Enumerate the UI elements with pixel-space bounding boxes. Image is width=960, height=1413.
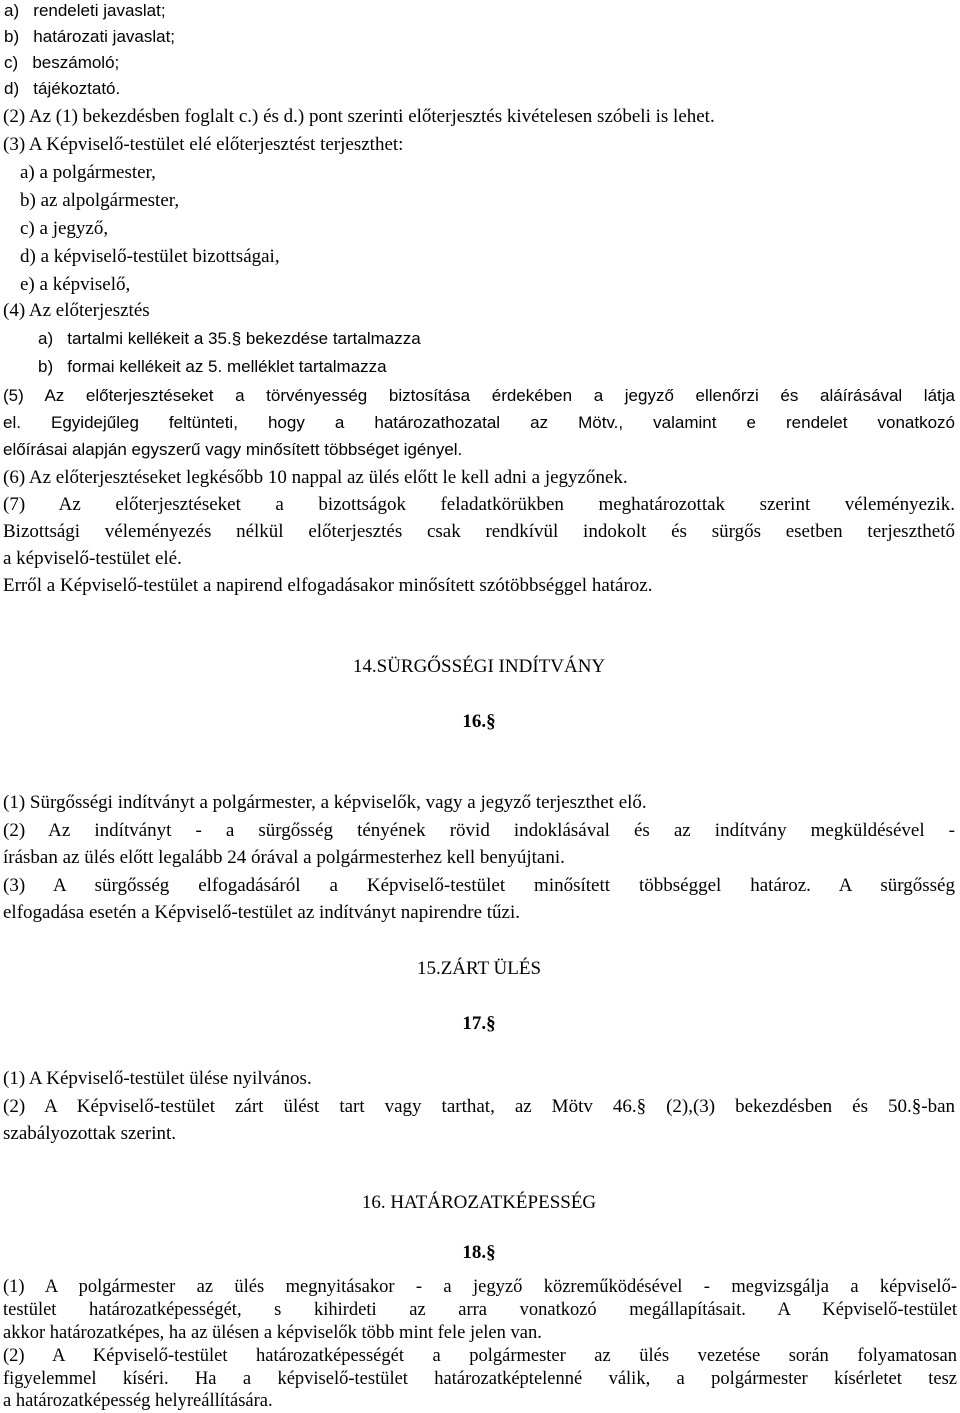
list-item-d: d) tájékoztató. xyxy=(4,79,121,98)
paragraph-line: a határozatképesség helyreállítására. xyxy=(3,1391,273,1411)
list-item-b: b) határozati javaslat; xyxy=(4,27,176,46)
paragraph-line: Erről a Képviselő-testület a napirend elfogadásakor minősített szótöbbséggel határoz. xyxy=(3,575,653,596)
paragraph-line: előírásai alapján egyszerű vagy minősített többséget igényel. xyxy=(3,440,463,459)
paragraph-line: (7) Az előterjesztéseket a bizottságok feladatkörükben meghatározottak szerint véleményezik. xyxy=(3,494,955,515)
paragraph-line: (5) Az előterjesztéseket a törvényesség biztosítása érdekében a jegyző ellenőrzi és aláírásával látja xyxy=(3,386,955,405)
section-number: 18.§ xyxy=(462,1242,496,1263)
paragraph-line: figyelemmel kíséri. Ha a képviselő-testület határozatképtelenné válik, a polgármester kísérletet tesz xyxy=(3,1369,957,1389)
paragraph-line: szabályozottak szerint. xyxy=(3,1123,177,1144)
paragraph-line: (2) A Képviselő-testület zárt ülést tart vagy tarthat, az Mötv 46.§ (2),(3) bekezdésben és 50.§-ban xyxy=(3,1096,955,1117)
paragraph-line: testület határozatképességét, s kihirdeti az arra vonatkozó megállapításait. A Képviselő-testület xyxy=(3,1300,957,1320)
paragraph-line: (1) A polgármester az ülés megnyitásakor - a jegyző közreműködésével - megvizsgálja a képviselő- xyxy=(3,1277,957,1297)
paragraph-line: (2) Az (1) bekezdésben foglalt c.) és d.) pont szerinti előterjesztés kivételesen szóbeli is lehet. xyxy=(3,106,715,127)
section-heading: 14.SÜRGŐSSÉGI INDÍTVÁNY xyxy=(352,656,606,677)
section-heading: 16. HATÁROZATKÉPESSÉG xyxy=(361,1192,597,1213)
paragraph-line: Bizottsági véleményezés nélkül előterjesztés csak rendkívül indokolt és sürgős esetben terjeszthető xyxy=(3,521,955,542)
paragraph-line: (1) A Képviselő-testület ülése nyilvános. xyxy=(3,1068,312,1089)
list-item: b) formai kellékeit az 5. melléklet tartalmazza xyxy=(38,357,387,376)
paragraph-line: el. Egyidejűleg feltünteti, hogy a határozathozatal az Mötv., valamint e rendelet vonatkozó xyxy=(3,413,955,432)
paragraph-line: (3) A sürgősség elfogadásáról a Képviselő-testület minősített többséggel határoz. A sürgősség xyxy=(3,875,955,896)
list-item: a) tartalmi kellékeit a 35.§ bekezdése tartalmazza xyxy=(38,329,421,348)
paragraph-line: (2) Az indítványt - a sürgősség tényének rövid indoklásával és az indítvány megküldésével - xyxy=(3,820,955,841)
section-number: 16.§ xyxy=(462,711,496,732)
paragraph-line: a képviselő-testület elé. xyxy=(3,548,182,569)
paragraph-line: (2) A Képviselő-testület határozatképességét a polgármester az ülés vezetése során folyamatosan xyxy=(3,1346,957,1366)
list-item: c) a jegyző, xyxy=(20,218,109,239)
list-item-a: a) rendeleti javaslat; xyxy=(4,1,166,20)
paragraph-line: akkor határozatképes, ha az ülésen a képviselők több mint fele jelen van. xyxy=(3,1323,542,1343)
section-number: 17.§ xyxy=(462,1013,496,1034)
paragraph-line: írásban az ülés előtt legalább 24 órával a polgármesterhez kell benyújtani. xyxy=(3,847,565,868)
list-item: e) a képviselő, xyxy=(20,274,131,295)
section-heading: 15.ZÁRT ÜLÉS xyxy=(416,958,542,979)
paragraph-line: (3) A Képviselő-testület elé előterjesztést terjeszthet: xyxy=(3,134,404,155)
paragraph-line: (1) Sürgősségi indítványt a polgármester, a képviselők, vagy a jegyző terjeszthet elő. xyxy=(3,792,647,813)
paragraph-line: (6) Az előterjesztéseket legkésőbb 10 nappal az ülés előtt le kell adni a jegyzőnek. xyxy=(3,467,628,488)
paragraph-line: elfogadása esetén a Képviselő-testület az indítványt napirendre tűzi. xyxy=(3,902,521,923)
list-item: a) a polgármester, xyxy=(20,162,156,183)
paragraph-line: (4) Az előterjesztés xyxy=(3,300,150,321)
list-item: b) az alpolgármester, xyxy=(20,190,180,211)
list-item-c: c) beszámoló; xyxy=(4,53,120,72)
list-item: d) a képviselő-testület bizottságai, xyxy=(20,246,280,267)
